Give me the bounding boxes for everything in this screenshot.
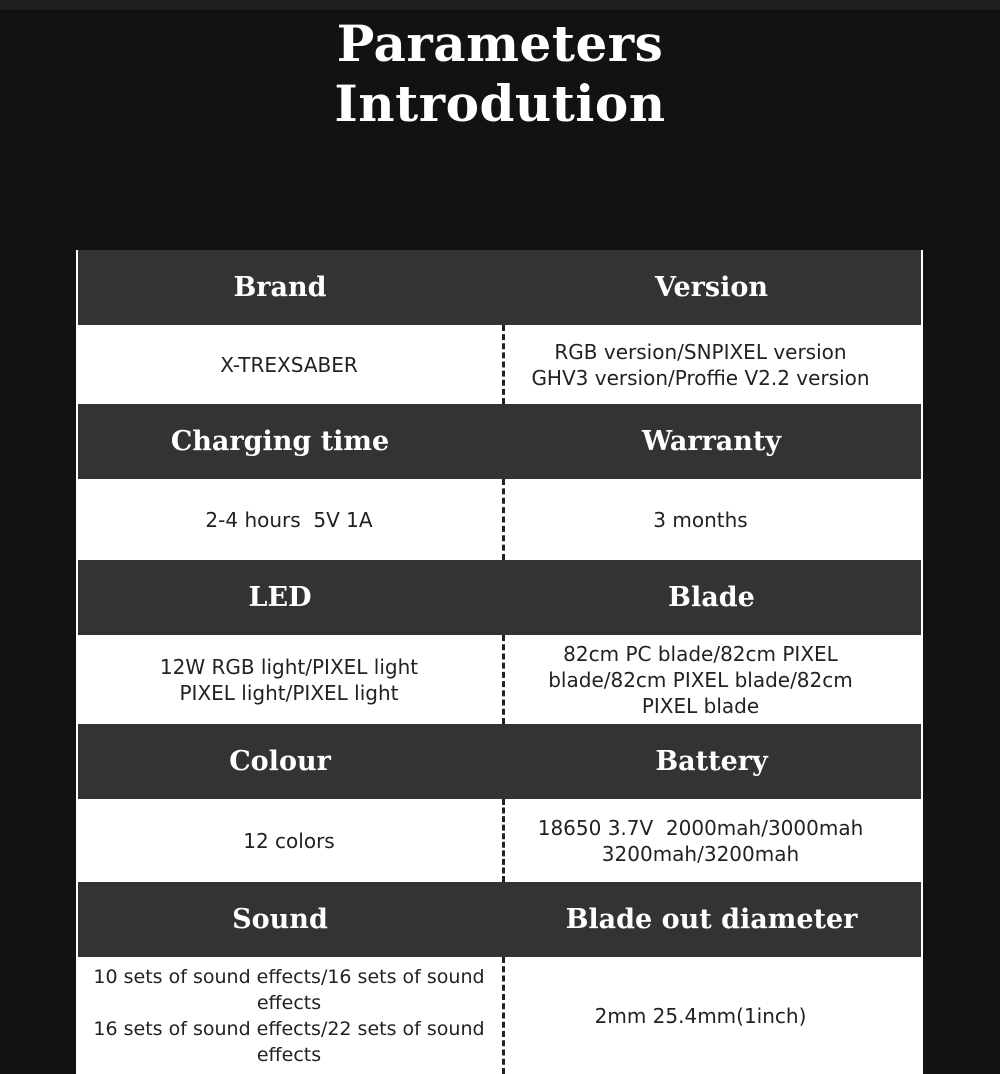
header-cell-sound: Sound bbox=[232, 904, 328, 935]
header-row bbox=[78, 724, 921, 799]
value-line: 18650 3.7V 2000mah/3000mah bbox=[537, 815, 864, 840]
value-line: 2mm 25.4mm(1inch) bbox=[594, 1003, 807, 1028]
value-line: 16 sets of sound effects/22 sets of sound bbox=[93, 1017, 485, 1040]
header-cell-colour: Colour bbox=[229, 746, 331, 777]
value-row bbox=[78, 799, 921, 882]
header-cell-battery: Battery bbox=[655, 746, 768, 777]
value-line: GHV3 version/Proffie V2.2 version bbox=[531, 365, 870, 390]
value-cell-colour bbox=[80, 799, 498, 882]
dashed-divider bbox=[502, 635, 505, 724]
value-cell-led bbox=[80, 635, 498, 724]
value-row bbox=[78, 325, 921, 404]
value-row bbox=[78, 479, 921, 560]
header-row bbox=[78, 560, 921, 635]
value-line: 12 colors bbox=[243, 828, 335, 853]
value-cell-version bbox=[518, 325, 883, 404]
value-line: effects bbox=[256, 991, 322, 1014]
value-line: 3200mah/3200mah bbox=[601, 841, 800, 866]
dashed-divider bbox=[502, 479, 505, 560]
header-row bbox=[78, 404, 921, 479]
value-line: RGB version/SNPIXEL version bbox=[554, 339, 847, 364]
value-cell-blade bbox=[518, 635, 883, 724]
value-line: PIXEL blade bbox=[641, 693, 760, 718]
value-line: 2-4 hours 5V 1A bbox=[205, 507, 373, 532]
top-bar bbox=[0, 0, 1000, 10]
value-line: X-TREXSABER bbox=[220, 352, 358, 377]
header-cell-brand: Brand bbox=[233, 272, 327, 303]
header-row bbox=[78, 250, 921, 325]
page-title-line-2: Introdution bbox=[334, 74, 666, 133]
value-row bbox=[78, 957, 921, 1074]
header-cell-blade-out-diameter: Blade out diameter bbox=[565, 904, 858, 935]
value-line: blade/82cm PIXEL blade/82cm bbox=[548, 667, 853, 692]
value-line: PIXEL light/PIXEL light bbox=[179, 680, 399, 705]
header-cell-led: LED bbox=[248, 582, 312, 613]
dashed-divider bbox=[502, 957, 505, 1074]
value-cell-brand bbox=[80, 325, 498, 404]
value-line: 12W RGB light/PIXEL light bbox=[159, 654, 419, 679]
value-cell-charging-time bbox=[80, 479, 498, 560]
value-cell-sound bbox=[80, 957, 498, 1074]
value-cell-warranty bbox=[518, 479, 883, 560]
page-title bbox=[0, 14, 1000, 134]
page-title-line-1: Parameters bbox=[336, 14, 664, 73]
value-line: 3 months bbox=[653, 507, 748, 532]
dashed-divider bbox=[502, 799, 505, 882]
value-line: 10 sets of sound effects/16 sets of sound bbox=[93, 965, 485, 988]
value-cell-blade-out-diameter bbox=[518, 957, 883, 1074]
header-cell-version: Version bbox=[655, 272, 768, 303]
value-line: effects bbox=[256, 1043, 322, 1066]
value-line: 82cm PC blade/82cm PIXEL bbox=[563, 641, 838, 666]
header-row bbox=[78, 882, 921, 957]
header-cell-blade: Blade bbox=[668, 582, 755, 613]
parameters-table bbox=[76, 250, 923, 1074]
value-row bbox=[78, 635, 921, 724]
header-cell-warranty: Warranty bbox=[641, 426, 782, 457]
dashed-divider bbox=[502, 325, 505, 404]
header-cell-charging-time: Charging time bbox=[170, 426, 390, 457]
value-cell-battery bbox=[518, 799, 883, 882]
